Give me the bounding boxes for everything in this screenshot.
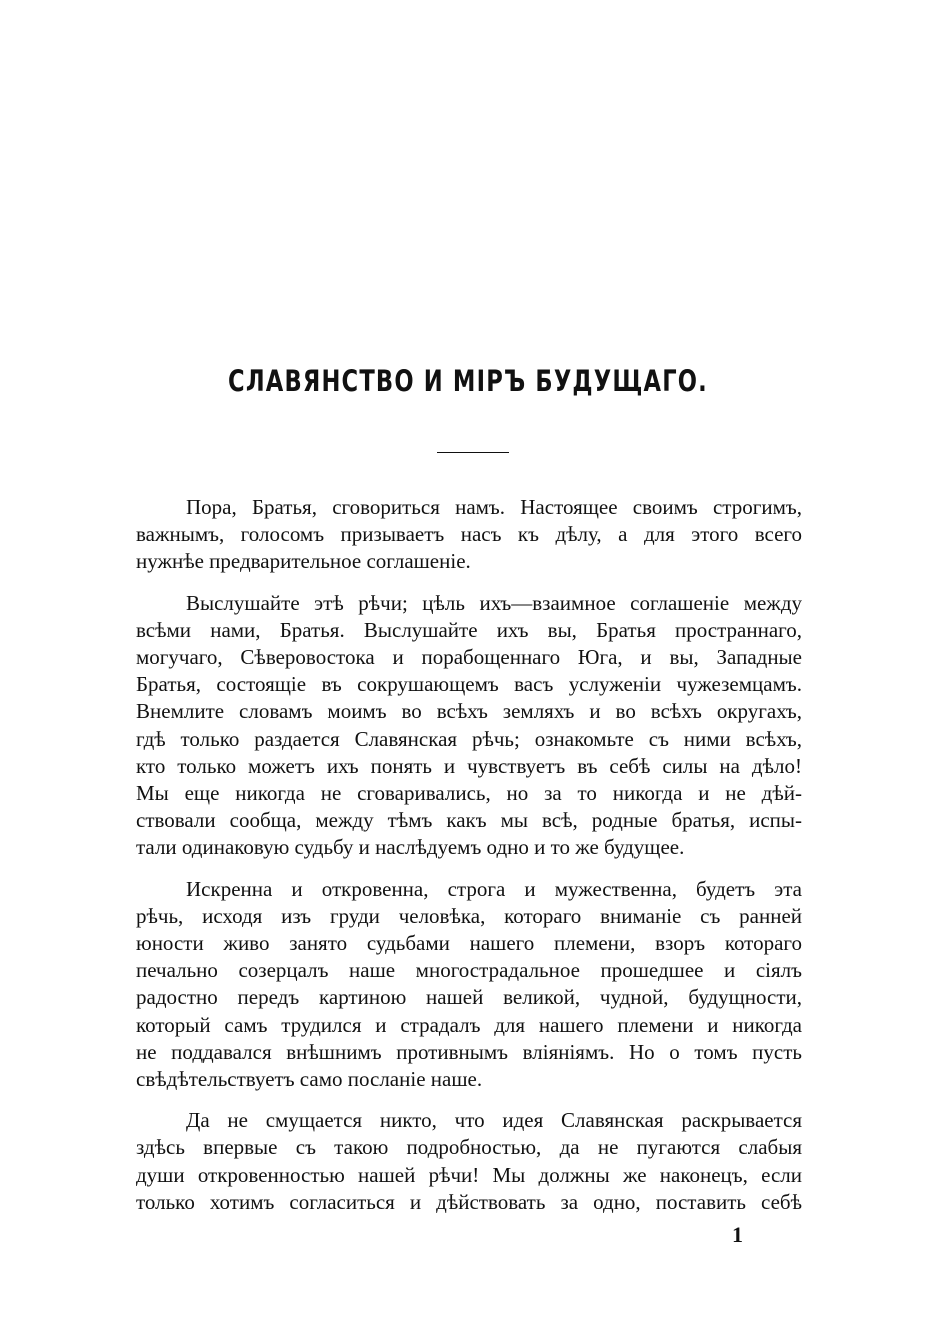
text-line: всѣми нами, Братья. Выслушайте ихъ вы, Братья пространнаго, bbox=[136, 617, 802, 642]
text-line: радостно передъ картиною нашей великой, чудной, будущности, bbox=[136, 985, 802, 1010]
text-line: нужнѣе предварительное соглашеніе. bbox=[136, 549, 471, 574]
text-line: только хотимъ согласиться и дѣйствовать за одно, поставить себѣ bbox=[136, 1189, 802, 1214]
chapter-title: СЛАВЯНСТВО И МІРЪ БУДУЩАГО. bbox=[228, 364, 708, 398]
text-line: Мы еще никогда не сговаривались, но за то никогда и не дѣй- bbox=[136, 781, 802, 806]
text-line: не поддавался внѣшнимъ противнымъ вліяніямъ. Но о томъ пусть bbox=[136, 1039, 802, 1064]
body-text bbox=[136, 494, 802, 1230]
text-line: печально созерцалъ наше многострадальное прошедшее и сіялъ bbox=[136, 958, 802, 983]
paragraph bbox=[136, 590, 802, 862]
text-line: рѣчь, исходя изъ груди человѣка, котораго вниманіе съ ранней bbox=[136, 903, 802, 928]
text-line: души откровенностью нашей рѣчи! Мы должны же наконецъ, если bbox=[136, 1162, 802, 1187]
text-line: тали одинаковую судьбу и наслѣдуемъ одно и то же будущее. bbox=[136, 835, 685, 860]
paragraph bbox=[136, 1107, 802, 1216]
text-line: Искренна и откровенна, строга и мужественна, будетъ эта bbox=[186, 876, 802, 901]
paragraph bbox=[136, 876, 802, 1094]
text-line: гдѣ только раздается Славянская рѣчь; ознакомьте съ ними всѣхъ, bbox=[136, 726, 802, 751]
text-line: кто только можетъ ихъ понять и чувствуетъ въ себѣ силы на дѣло! bbox=[136, 753, 802, 778]
text-line: Братья, состоящіе въ сокрушающемъ васъ услуженіи чужеземцамъ. bbox=[136, 672, 802, 697]
text-line: Внемлите словамъ моимъ во всѣхъ земляхъ и во всѣхъ округахъ, bbox=[136, 699, 802, 724]
text-line: Выслушайте этѣ рѣчи; цѣль ихъ—взаимное соглашеніе между bbox=[186, 590, 802, 615]
text-line: важнымъ, голосомъ призываетъ насъ къ дѣлу, а для этого всего bbox=[136, 522, 802, 547]
text-line: который самъ трудился и страдалъ для нашего племени и никогда bbox=[136, 1012, 802, 1037]
text-line: юности живо занято судьбами нашего племени, взоръ котораго bbox=[136, 931, 802, 956]
text-line: могучаго, Сѣверовостока и порабощеннаго Юга, и вы, Западные bbox=[136, 645, 802, 670]
text-line: свѣдѣтельствуетъ само посланіе наше. bbox=[136, 1067, 483, 1092]
text-line: здѣсь впервые съ такою подробностью, да не пугаются слабыя bbox=[136, 1135, 802, 1160]
text-line: ствовали сообща, между тѣмъ какъ мы всѣ, родные братья, испы- bbox=[136, 808, 802, 833]
title-divider bbox=[437, 452, 509, 453]
paragraph bbox=[136, 494, 802, 576]
page-number: 1 bbox=[732, 1222, 743, 1247]
text-line: Пора, Братья, сговориться намъ. Настоящее своимъ строгимъ, bbox=[186, 495, 802, 519]
text-line: Да не смущается никто, что идея Славянская раскрывается bbox=[186, 1108, 802, 1133]
